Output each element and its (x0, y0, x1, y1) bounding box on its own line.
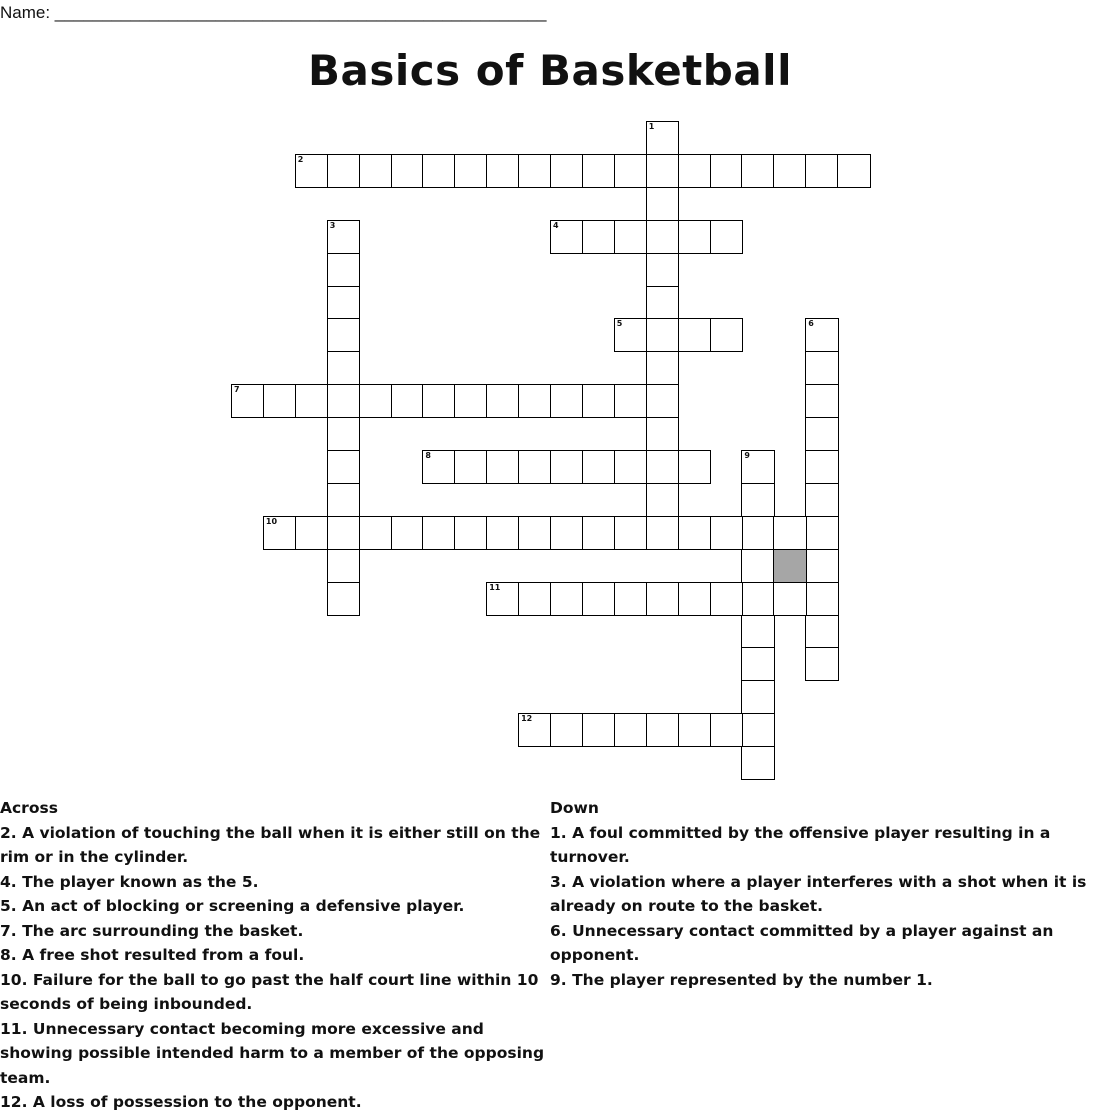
clue-number: 4. (0, 872, 17, 891)
across-clue (0, 968, 545, 1017)
crossword-cell[interactable] (710, 582, 744, 616)
crossword-cell[interactable] (710, 713, 744, 747)
crossword-cell[interactable] (359, 154, 393, 188)
crossword-cell[interactable] (550, 154, 584, 188)
crossword-cell[interactable] (518, 154, 552, 188)
across-clue (0, 894, 545, 919)
clue-text: The player represented by the number 1. (572, 970, 933, 989)
clue-text: An act of blocking or screening a defensive player. (22, 897, 465, 915)
crossword-cell[interactable] (646, 483, 680, 517)
crossword-cell[interactable] (646, 220, 680, 254)
crossword-cell[interactable] (741, 713, 775, 747)
crossword-cell[interactable] (231, 384, 265, 418)
down-clue (550, 870, 1098, 919)
crossword-cell[interactable] (805, 154, 839, 188)
crossword-cell[interactable] (359, 516, 393, 550)
crossword-cell[interactable] (518, 450, 552, 484)
clue-number: 2. (0, 823, 17, 842)
crossword-cell[interactable] (773, 516, 807, 550)
clue-number: 12. (0, 1093, 28, 1111)
crossword-cell[interactable] (741, 549, 775, 583)
crossword-cell[interactable] (518, 582, 552, 616)
crossword-cell[interactable] (391, 384, 425, 418)
crossword-cell[interactable] (678, 220, 712, 254)
clue-text: A foul committed by the offensive player resulting in a turnover. (550, 823, 1051, 866)
crossword-cell[interactable] (741, 516, 775, 550)
crossword-cell[interactable] (454, 384, 488, 418)
crossword-cell[interactable] (805, 351, 839, 385)
crossword-cell[interactable] (327, 516, 361, 550)
clue-number: 1. (550, 823, 567, 842)
crossword-cell[interactable] (678, 713, 712, 747)
crossword-cell[interactable] (773, 582, 807, 616)
crossword-cell[interactable] (518, 516, 552, 550)
crossword-cell[interactable] (773, 154, 807, 188)
crossword-cell[interactable] (518, 384, 552, 418)
crossword-cell[interactable] (327, 417, 361, 451)
crossword-cell[interactable] (582, 582, 616, 616)
crossword-cell[interactable] (391, 154, 425, 188)
crossword-cell[interactable] (678, 154, 712, 188)
clue-text: A violation of touching the ball when it is either still on the rim or in the cylinder. (0, 823, 541, 866)
crossword-cell[interactable] (550, 582, 584, 616)
crossword-cell[interactable] (614, 713, 648, 747)
crossword-cell[interactable] (454, 154, 488, 188)
crossword-cell[interactable] (710, 516, 744, 550)
crossword-cell[interactable] (678, 516, 712, 550)
crossword-cell[interactable] (454, 516, 488, 550)
page-title: Basics of Basketball (308, 46, 792, 95)
crossword-cell[interactable] (295, 516, 329, 550)
crossword-cell[interactable] (486, 450, 520, 484)
clue-text: A violation where a player interferes with a shot when it is already on route to the basket. (550, 872, 1087, 915)
crossword-cell[interactable] (614, 220, 648, 254)
cell-number: 8 (425, 451, 431, 460)
crossword-cell[interactable] (646, 417, 680, 451)
crossword-cell[interactable] (614, 516, 648, 550)
crossword-cell[interactable] (295, 384, 329, 418)
crossword-cell[interactable] (486, 384, 520, 418)
crossword-cell[interactable] (295, 154, 329, 188)
down-clue (550, 919, 1098, 968)
clue-text: Unnecessary contact becoming more excessive and showing possible intended harm to a member of the opposing team. (0, 1019, 545, 1087)
crossword-cell[interactable] (454, 450, 488, 484)
crossword-cell[interactable] (805, 384, 839, 418)
cell-number: 5 (616, 319, 623, 329)
crossword-cell[interactable] (646, 516, 680, 550)
cell-number: 7 (234, 385, 240, 395)
across-clue (0, 870, 545, 895)
name-field-label: Name: ____________________________________________________ (0, 3, 547, 22)
crossword-cell[interactable] (678, 318, 712, 352)
crossword-cell[interactable] (741, 483, 775, 517)
crossword-cell[interactable] (327, 582, 361, 616)
across-clue (0, 919, 545, 944)
crossword-cell[interactable] (327, 549, 361, 583)
clue-number: 8. (0, 946, 17, 964)
crossword-cell[interactable] (422, 516, 456, 550)
crossword-cell[interactable] (805, 318, 839, 352)
crossword-cell[interactable] (741, 647, 775, 681)
down-clue (550, 968, 1098, 993)
cell-number: 11 (489, 582, 501, 592)
crossword-cell[interactable] (327, 318, 361, 352)
clue-number: 7. (0, 921, 17, 940)
crossword-cell[interactable] (614, 318, 648, 352)
crossword-cell[interactable] (805, 417, 839, 451)
cell-number: 9 (744, 451, 750, 460)
crossword-cell[interactable] (646, 286, 680, 320)
clue-text: A loss of possession to the opponent. (32, 1093, 362, 1111)
clue-number: 9. (550, 970, 567, 989)
across-clues (0, 796, 545, 1115)
clue-number: 10. (0, 970, 28, 989)
across-clue (0, 943, 545, 968)
crossword-cell[interactable] (550, 384, 584, 418)
crossword-cell[interactable] (422, 384, 456, 418)
crossword-cell[interactable] (646, 318, 680, 352)
down-clue (550, 821, 1098, 870)
crossword-cell[interactable] (646, 187, 680, 221)
down-clues (550, 796, 1098, 992)
crossword-cell[interactable] (614, 450, 648, 484)
down-heading: Down (550, 799, 599, 817)
crossword-cell[interactable] (327, 154, 361, 188)
crossword-cell[interactable] (710, 318, 744, 352)
crossword-cell[interactable] (486, 582, 520, 616)
crossword-cell[interactable] (741, 582, 775, 616)
crossword-cell[interactable] (359, 384, 393, 418)
crossword-cell[interactable] (582, 154, 616, 188)
clue-text: A free shot resulted from a foul. (22, 946, 305, 964)
crossword-cell[interactable] (741, 450, 775, 484)
crossword-cell[interactable] (741, 154, 775, 188)
crossword-cell[interactable] (837, 154, 871, 188)
clue-number: 6. (550, 921, 567, 940)
crossword-cell[interactable] (678, 582, 712, 616)
crossword-cell[interactable] (646, 253, 680, 287)
cell-number: 10 (265, 516, 278, 526)
crossword-cell[interactable] (741, 680, 775, 714)
across-heading: Across (0, 799, 58, 817)
crossword-cell[interactable] (327, 384, 361, 418)
crossword-cell[interactable] (805, 647, 839, 681)
across-clue-list (0, 821, 545, 1115)
clue-text: Failure for the ball to go past the half court line within 10 seconds of being inbounded. (0, 970, 539, 1013)
crossword-cell[interactable] (327, 286, 361, 320)
crossword-cell[interactable] (263, 384, 297, 418)
crossword-cell[interactable] (805, 615, 839, 649)
across-clue (0, 1017, 545, 1091)
crossword-cell[interactable] (550, 450, 584, 484)
crossword-cell[interactable] (646, 450, 680, 484)
crossword-cell[interactable] (646, 582, 680, 616)
cell-number: 12 (521, 714, 533, 724)
crossword-cell[interactable] (486, 516, 520, 550)
crossword-cell[interactable] (646, 121, 680, 155)
crossword-cell[interactable] (550, 713, 584, 747)
crossword-cell[interactable] (327, 220, 361, 254)
crossword-cell[interactable] (582, 516, 616, 550)
down-clue-list (550, 821, 1098, 993)
crossword-cell[interactable] (646, 154, 680, 188)
crossword-cell[interactable] (614, 384, 648, 418)
crossword-cell[interactable] (805, 549, 839, 583)
crossword-cell[interactable] (805, 516, 839, 550)
cell-number: 1 (648, 122, 655, 131)
crossword-cell[interactable] (582, 220, 616, 254)
crossword-cell[interactable] (550, 516, 584, 550)
crossword-cell[interactable] (550, 220, 584, 254)
crossword-cell[interactable] (422, 154, 456, 188)
crossword-cell[interactable] (805, 483, 839, 517)
shaded-cell (773, 549, 807, 583)
cell-number: 4 (553, 220, 559, 230)
crossword-cell[interactable] (741, 746, 775, 780)
crossword-cell[interactable] (710, 220, 744, 254)
crossword-cell[interactable] (678, 450, 712, 484)
crossword-cell[interactable] (582, 384, 616, 418)
crossword-cell[interactable] (710, 154, 744, 188)
crossword-cell[interactable] (741, 615, 775, 649)
crossword-cell[interactable] (805, 582, 839, 616)
clue-text: Unnecessary contact committed by a player against an opponent. (550, 921, 1054, 964)
crossword-cell[interactable] (805, 450, 839, 484)
cell-number: 2 (297, 154, 304, 164)
crossword-cell[interactable] (327, 450, 361, 484)
crossword-cell[interactable] (263, 516, 297, 550)
crossword-cell[interactable] (614, 154, 648, 188)
crossword-cell[interactable] (391, 516, 425, 550)
crossword-cell[interactable] (646, 384, 680, 418)
clue-number: 5. (0, 897, 17, 915)
crossword-cell[interactable] (327, 483, 361, 517)
crossword-cell[interactable] (646, 713, 680, 747)
crossword-cell[interactable] (422, 450, 456, 484)
clue-text: The arc surrounding the basket. (22, 921, 304, 940)
crossword-cell[interactable] (582, 713, 616, 747)
clue-number: 3. (550, 872, 567, 891)
across-clue (0, 821, 545, 870)
cell-number: 3 (329, 220, 336, 230)
crossword-cell[interactable] (486, 154, 520, 188)
crossword-cell[interactable] (614, 582, 648, 616)
crossword-cell[interactable] (327, 253, 361, 287)
crossword-cell[interactable] (518, 713, 552, 747)
clue-text: The player known as the 5. (22, 872, 259, 891)
crossword-cell[interactable] (646, 351, 680, 385)
crossword-cell[interactable] (327, 351, 361, 385)
cell-number: 6 (808, 319, 814, 329)
clue-number: 11. (0, 1019, 28, 1038)
crossword-cell[interactable] (582, 450, 616, 484)
across-clue (0, 1090, 545, 1115)
